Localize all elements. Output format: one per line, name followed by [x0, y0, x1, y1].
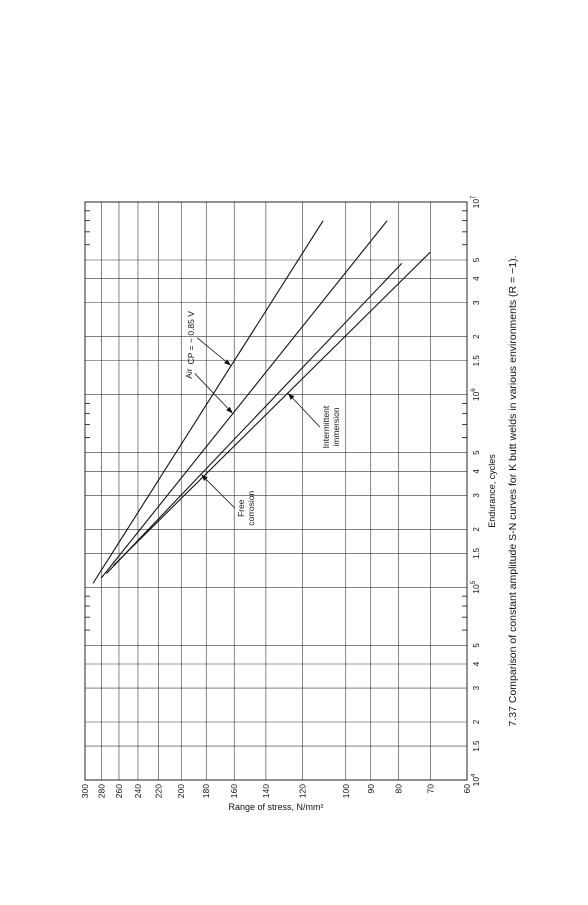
figure-caption: 7.37 Comparison of constant amplitude S-N curves for K butt welds in various environments (R = −1).: [507, 255, 519, 727]
annotation-label: Air: [183, 368, 194, 379]
y-tick-label: 280: [96, 784, 107, 799]
y-tick-label: 60: [462, 784, 472, 794]
plot-frame: [85, 202, 467, 780]
x-major-tick-label: $10^4$: [471, 773, 481, 787]
y-tick-label: 300: [80, 784, 90, 799]
y-tick-label: 100: [340, 784, 351, 799]
x-minor-tick-label: 1.5: [472, 355, 481, 367]
sn-curve-0: [93, 221, 323, 584]
x-major-tick-label: $10^6$: [471, 388, 481, 402]
y-tick-label: 80: [393, 784, 404, 794]
y-tick-label: 160: [229, 784, 240, 799]
x-minor-tick-label: 3: [472, 493, 481, 498]
sn-curve-3: [114, 252, 431, 565]
y-tick-label: 70: [425, 784, 436, 794]
x-minor-tick-label: 4: [472, 661, 481, 667]
x-minor-tick-label: 5: [472, 643, 481, 648]
annotation-leader: [206, 479, 235, 508]
annotation-label: Free: [235, 499, 246, 518]
y-tick-label: 260: [113, 784, 124, 799]
sn-curve-2: [107, 263, 402, 573]
x-minor-tick-label: 2: [472, 719, 481, 725]
x-axis-label: Endurance, cycles: [487, 454, 497, 528]
x-minor-tick-label: 2: [472, 527, 481, 532]
y-tick-label: 140: [260, 784, 271, 799]
annotation-arrowhead: [224, 359, 231, 365]
annotation-label: CP = − 0.85 V: [186, 311, 197, 365]
x-minor-tick-label: 3: [472, 685, 481, 691]
annotation-label: Intermittent: [320, 405, 331, 449]
y-tick-label: 220: [153, 784, 164, 799]
y-tick-label: 240: [132, 784, 143, 799]
x-minor-tick-label: 2: [472, 334, 481, 339]
annotation-leader: [293, 398, 320, 427]
x-minor-tick-label: 4: [472, 276, 481, 281]
annotation-leader: [197, 338, 226, 362]
x-minor-tick-label: 3: [472, 300, 481, 305]
x-minor-tick-label: 5: [472, 450, 481, 455]
x-minor-tick-label: 1.5: [472, 547, 481, 559]
y-axis-label: Range of stress, N/mm²: [228, 802, 324, 812]
x-major-tick-label: $10^7$: [471, 195, 481, 209]
annotation-label: immersion: [330, 407, 341, 447]
x-minor-tick-label: 5: [472, 257, 481, 263]
sn-curve-1: [101, 221, 387, 578]
y-tick-label: 200: [176, 784, 187, 799]
y-tick-label: 180: [201, 784, 212, 799]
x-major-tick-label: $10^5$: [471, 580, 481, 594]
y-tick-label: 90: [365, 784, 376, 794]
x-minor-tick-label: 4: [472, 469, 481, 474]
y-tick-label: 120: [297, 784, 308, 799]
annotation-label: corrosion: [245, 490, 256, 526]
plot-area: [80, 195, 481, 798]
x-minor-tick-label: 1.5: [472, 740, 481, 752]
